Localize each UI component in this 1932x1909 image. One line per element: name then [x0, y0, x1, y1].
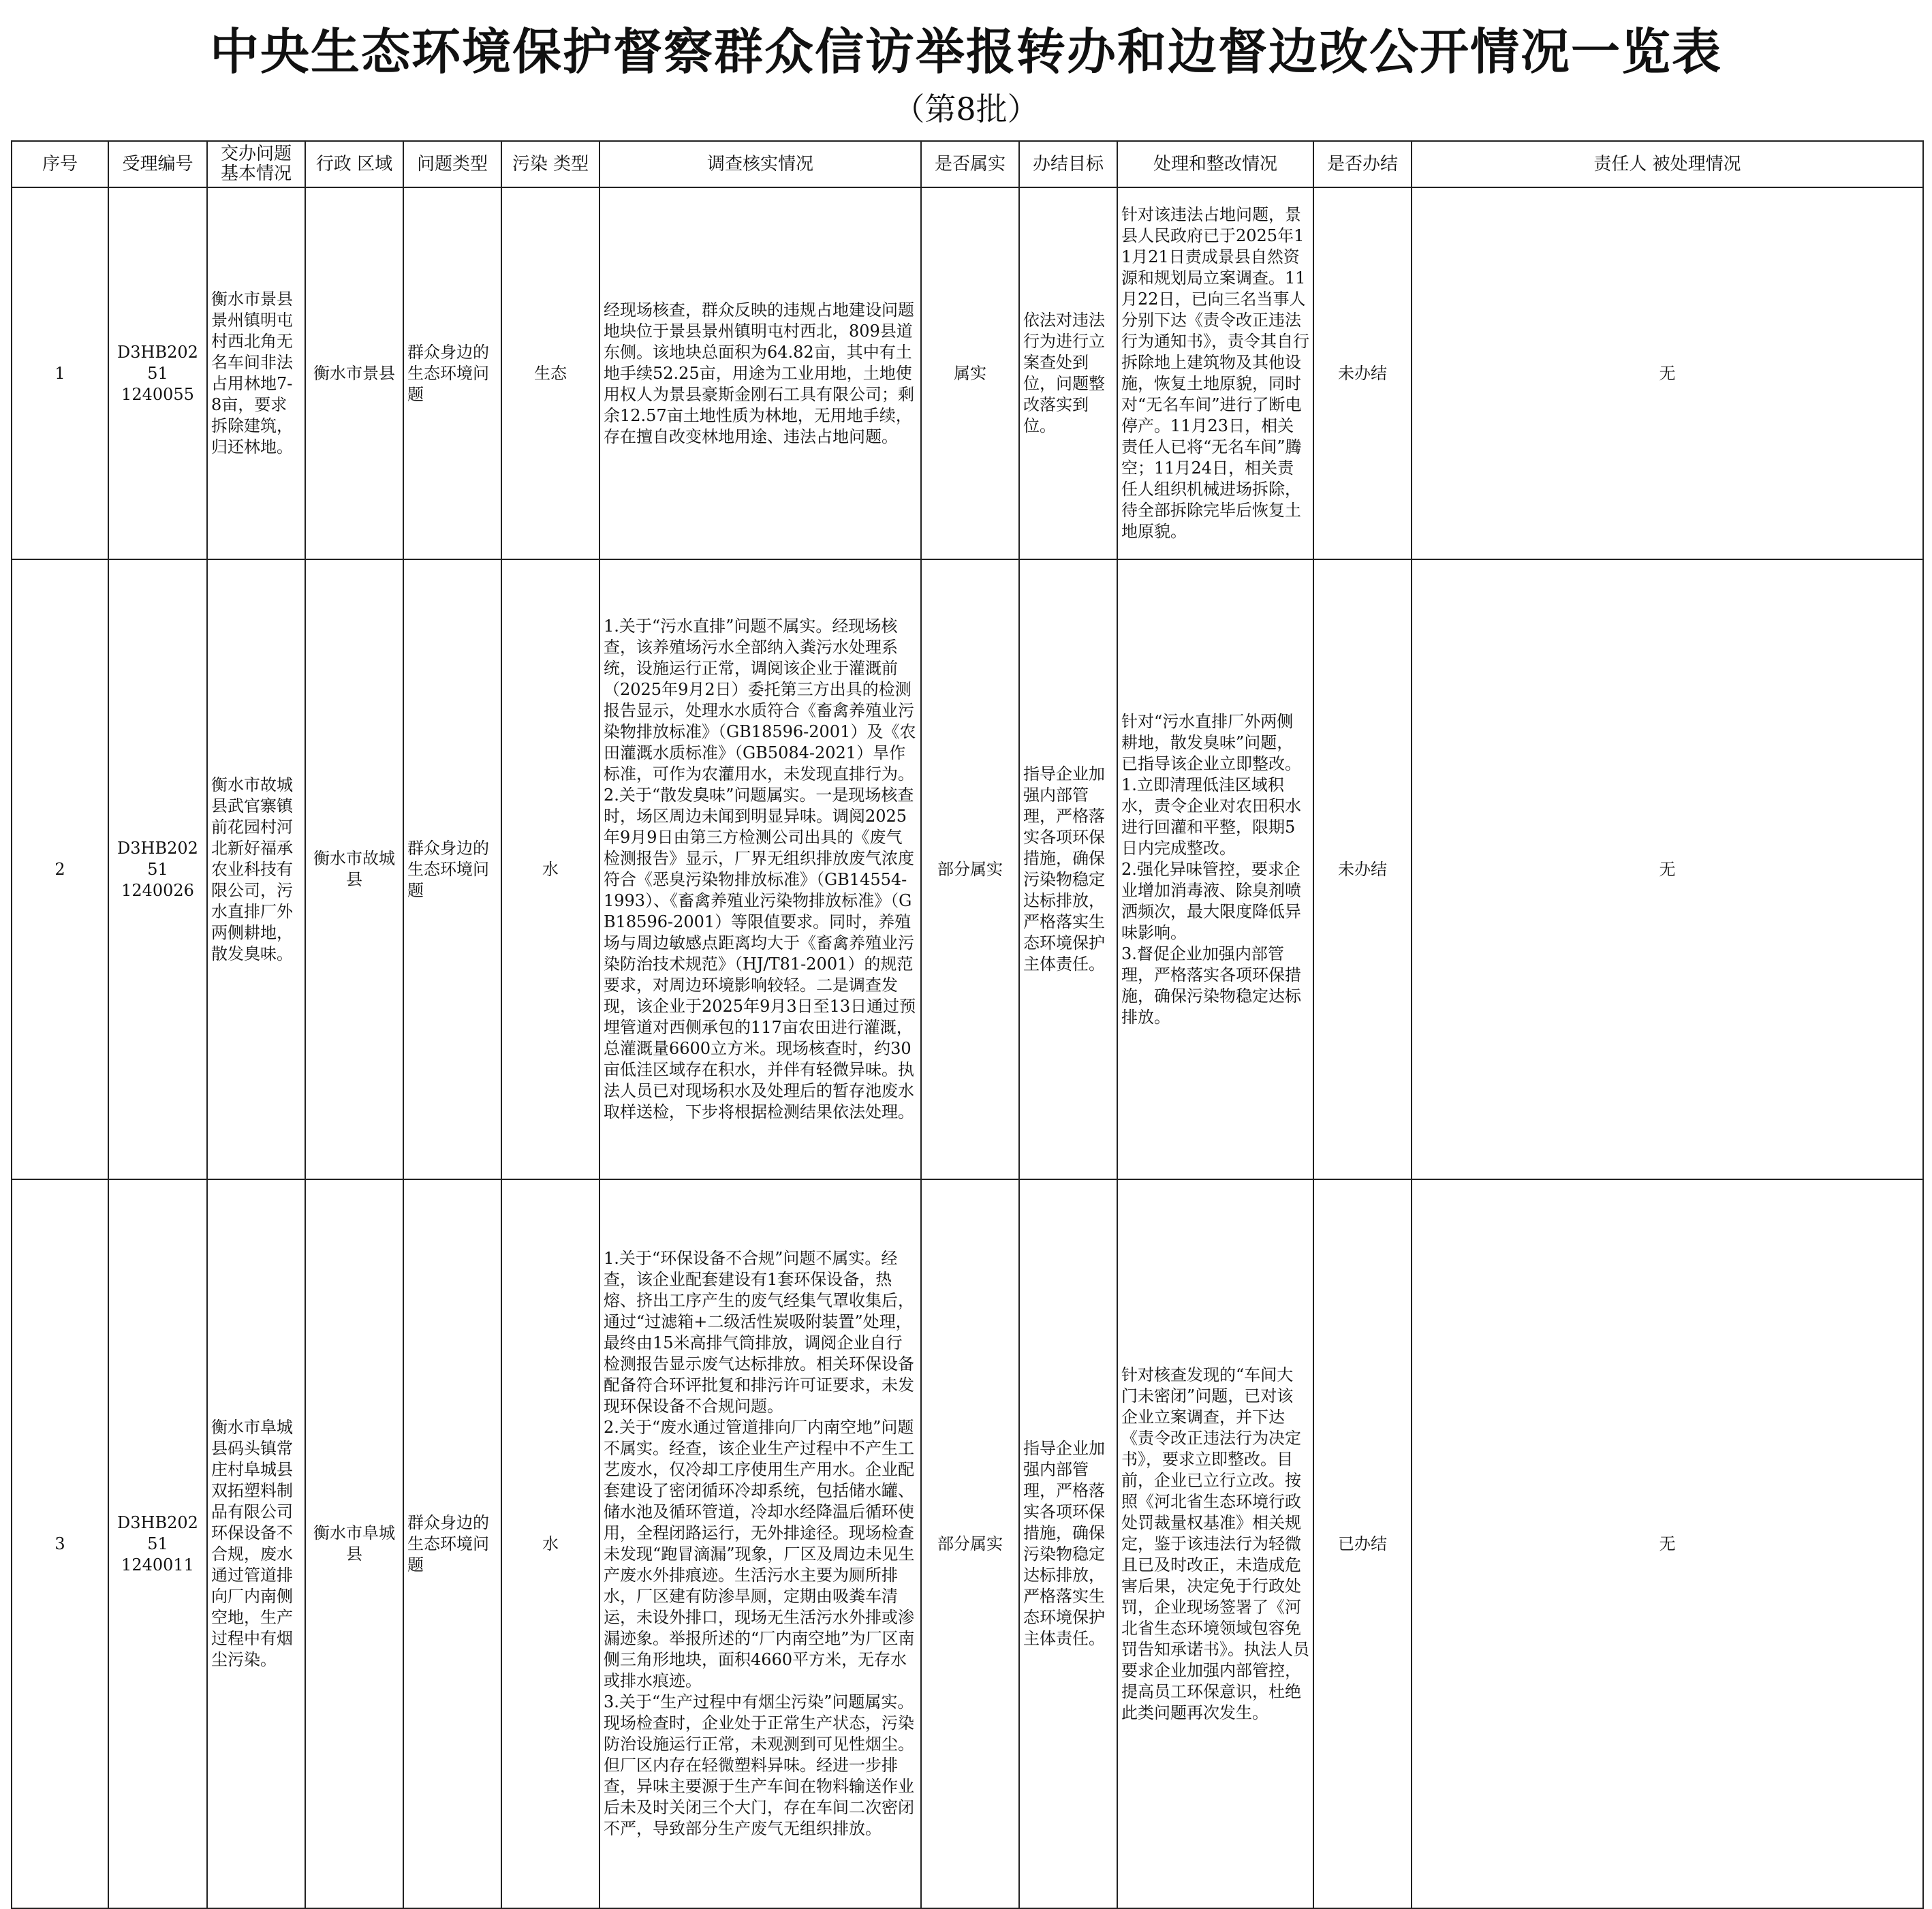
cell-seq: 3: [12, 1179, 108, 1908]
header-verified: 是否属实: [921, 141, 1019, 187]
header: [0, 0, 1932, 139]
cell-problem-type: 群众身边的生态环境问题: [403, 559, 501, 1179]
cell-pollution-type: 水: [501, 559, 599, 1179]
header-rectification: 处理和整改情况: [1117, 141, 1313, 187]
cell-case-info: 衡水市景县景州镇明屯村西北角无名车间非法占用林地7-8亩，要求拆除建筑，归还林地。: [207, 187, 305, 559]
cell-case-info: 衡水市阜城县码头镇常庄村阜城县双拓塑料制品有限公司环保设备不合规，废水通过管道排向厂内南侧空地，生产过程中有烟尘污染。: [207, 1179, 305, 1908]
cell-investigation: 1.关于“污水直排”问题不属实。经现场核查，该养殖场污水全部纳入粪污水处理系统，设施运行正常，调阅该企业于灌溉前（2025年9月2日）委托第三方出具的检测报告显示，处理水水质符合《畜禽养殖业污染物排放标准》（GB18596-2001）及《农田灌溉水质标准》（GB5084-2021）旱作标准，可作为农灌用水，未发现直排行为。 2.关于“散发臭味”问题属实。一是现场核查时，场区周边未闻到明显异味。调阅2025年9月9日由第三方检测公司出具的《废气检测报告》显示，厂界无组织排放废气浓度符合《恶臭污染物排放标准》（GB14554-1993）、《畜禽养殖业污染物排放标准》（GB18596-2001）等限值要求。同时，养殖场与周边敏感点距离均大于《畜禽养殖业污染防治技术规范》（HJ/T81-2001）的规范要求，对周边环境影响较轻。二是调查发现，该企业于2025年9月3日至13日通过预埋管道对西侧承包的117亩农田进行灌溉，总灌溉量6600立方米。现场核查时，约30亩低洼区域存在积水，并伴有轻微异味。执法人员已对现场积水及处理后的暂存池废水取样送检，下步将根据检测结果依法处理。: [599, 559, 921, 1179]
cell-verified: 部分属实: [921, 559, 1019, 1179]
cell-problem-type: 群众身边的生态环境问题: [403, 187, 501, 559]
cell-rectification: 针对核查发现的“车间大门未密闭”问题，已对该企业立案调查，并下达《责令改正违法行为决定书》，要求立即整改。目前，企业已立行立改。按照《河北省生态环境行政处罚裁量权基准》相关规定，鉴于该违法行为轻微且已及时改正，未造成危害后果，决定免于行政处罚，企业现场签署了《河北省生态环境领域包容免罚告知承诺书》。执法人员要求企业加强内部管控，提高员工环保意识，杜绝此类问题再次发生。: [1117, 1179, 1313, 1908]
cell-goal: 指导企业加强内部管理，严格落实各项环保措施，确保污染物稳定达标排放，严格落实生态环境保护主体责任。: [1019, 1179, 1117, 1908]
cell-closed: 未办结: [1313, 187, 1412, 559]
header-pollution-type: 污染 类型: [501, 141, 599, 187]
cell-receipt-no: D3HB20251 1240011: [108, 1179, 207, 1908]
cell-closed: 未办结: [1313, 559, 1412, 1179]
table-row: [12, 559, 1923, 1179]
header-closed: 是否办结: [1313, 141, 1412, 187]
page-title: 中央生态环境保护督察群众信访举报转办和边督边改公开情况一览表: [209, 22, 1722, 80]
cell-rectification: 针对该违法占地问题，景县人民政府已于2025年11月21日责成景县自然资源和规划局立案调查。11月22日，已向三名当事人分别下达《责令改正违法行为通知书》，责令其自行拆除地上建筑物及其他设施，恢复土地原貌，同时对“无名车间”进行了断电停产。11月23日，相关责任人已将“无名车间”腾空；11月24日，相关责任人组织机械进场拆除，待全部拆除完毕后恢复土地原貌。: [1117, 187, 1313, 559]
header-receipt-no: 受理编号: [108, 141, 207, 187]
cell-seq: 2: [12, 559, 108, 1179]
cell-verified: 部分属实: [921, 1179, 1019, 1908]
header-investigation: 调查核实情况: [599, 141, 921, 187]
cell-goal: 依法对违法行为进行立案查处到位，问题整改落实到位。: [1019, 187, 1117, 559]
cell-verified: 属实: [921, 187, 1019, 559]
header-case-info: 交办问题 基本情况: [207, 141, 305, 187]
cell-responsible: 无: [1412, 187, 1923, 559]
header-goal: 办结目标: [1019, 141, 1117, 187]
cell-region: 衡水市景县: [305, 187, 403, 559]
cell-investigation: 1.关于“环保设备不合规”问题不属实。经查，该企业配套建设有1套环保设备，热熔、挤出工序产生的废气经集气罩收集后，通过“过滤箱+二级活性炭吸附装置”处理，最终由15米高排气筒排放，调阅企业自行检测报告显示废气达标排放。相关环保设备配备符合环评批复和排污许可证要求，未发现环保设备不合规问题。 2.关于“废水通过管道排向厂内南空地”问题不属实。经查，该企业生产过程中不产生工艺废水，仅冷却工序使用生产用水。企业配套建设了密闭循环冷却系统，包括储水罐、储水池及循环管道，冷却水经降温后循环使用，全程闭路运行，无外排途径。现场检查未发现“跑冒滴漏”现象，厂区及周边未见生产废水外排痕迹。生活污水主要为厕所排水，厂区建有防渗旱厕，定期由吸粪车清运，未设外排口，现场无生活污水外排或渗漏迹象。举报所述的“厂内南空地”为厂区南侧三角形地块，面积4660平方米，无存水或排水痕迹。 3.关于“生产过程中有烟尘污染”问题属实。现场检查时，企业处于正常生产状态，污染防治设施运行正常，未观测到可见性烟尘。但厂区内存在轻微塑料异味。经进一步排查，异味主要源于生产车间在物料输送作业后未及时关闭三个大门，存在车间二次密闭不严，导致部分生产废气无组织排放。: [599, 1179, 921, 1908]
cell-rectification: 针对“污水直排厂外两侧耕地，散发臭味”问题，已指导该企业立即整改。 1.立即清理低洼区域积水，责令企业对农田积水进行回灌和平整，限期5日内完成整改。 2.强化异味管控，要求企业增加消毒液、除臭剂喷洒频次，最大限度降低异味影响。 3.督促企业加强内部管理，严格落实各项环保措施，确保污染物稳定达标排放。: [1117, 559, 1313, 1179]
cell-closed: 已办结: [1313, 1179, 1412, 1908]
cell-seq: 1: [12, 187, 108, 559]
cell-responsible: 无: [1412, 1179, 1923, 1908]
cell-case-info: 衡水市故城县武官寨镇前花园村河北新好福承农业科技有限公司，污水直排厂外两侧耕地，散发臭味。: [207, 559, 305, 1179]
cell-region: 衡水市故城县: [305, 559, 403, 1179]
cell-pollution-type: 生态: [501, 187, 599, 559]
table-row: [12, 187, 1923, 559]
header-seq: 序号: [12, 141, 108, 187]
cell-receipt-no: D3HB20251 1240026: [108, 559, 207, 1179]
cell-problem-type: 群众身边的生态环境问题: [403, 1179, 501, 1908]
header-responsible: 责任人 被处理情况: [1412, 141, 1923, 187]
table-row: [12, 1179, 1923, 1908]
cell-goal: 指导企业加强内部管理，严格落实各项环保措施，确保污染物稳定达标排放，严格落实生态环境保护主体责任。: [1019, 559, 1117, 1179]
cell-responsible: 无: [1412, 559, 1923, 1179]
header-row: [12, 141, 1923, 187]
header-problem-type: 问题类型: [403, 141, 501, 187]
cell-region: 衡水市阜城县: [305, 1179, 403, 1908]
cell-investigation: 经现场核查，群众反映的违规占地建设问题地块位于景县景州镇明屯村西北，809县道东侧。该地块总面积为64.82亩，其中有土地手续52.25亩，用途为工业用地，土地使用权人为景县豪斯金刚石工具有限公司；剩余12.57亩土地性质为林地，无用地手续，存在擅自改变林地用途、违法占地问题。: [599, 187, 921, 559]
page-subtitle: （第8批）: [893, 91, 1039, 127]
header-region: 行政 区域: [305, 141, 403, 187]
cell-pollution-type: 水: [501, 1179, 599, 1908]
report-table: [11, 140, 1924, 1909]
cell-receipt-no: D3HB20251 1240055: [108, 187, 207, 559]
